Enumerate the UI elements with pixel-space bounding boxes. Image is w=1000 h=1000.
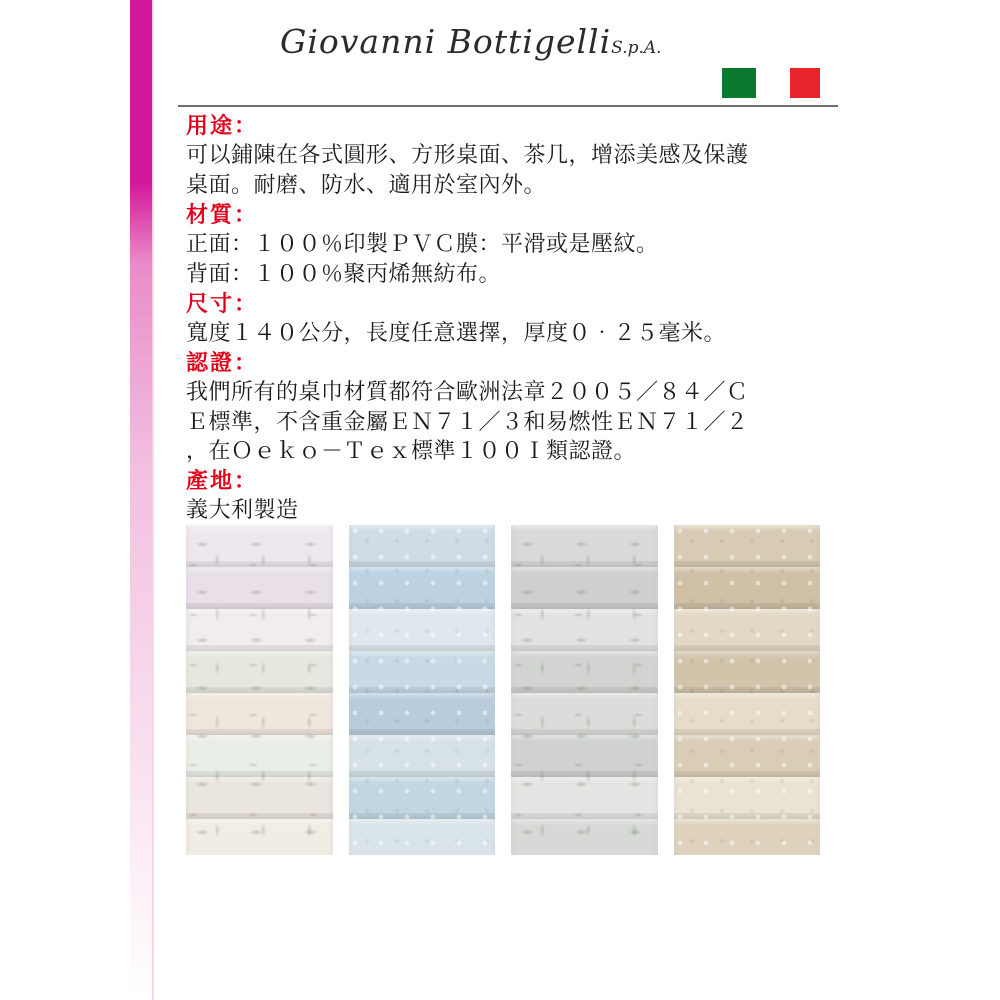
botanical-pattern-overlay <box>511 525 658 855</box>
left-accent-bar-gradient <box>130 182 152 1000</box>
spec-content <box>186 112 836 526</box>
section-line-origin-1: 義大利製造 <box>186 498 299 524</box>
section-heading-material: 材質： <box>186 201 259 228</box>
brand-logo <box>280 22 662 61</box>
section-heading-usage: 用途： <box>186 113 259 139</box>
left-accent-bar-solid <box>130 0 152 182</box>
floral-pattern-overlay <box>186 525 333 855</box>
brand-name: Giovanni Bottigelli <box>280 22 612 61</box>
section-heading-certification: 認證： <box>186 349 259 376</box>
section-heading-size: 尺寸： <box>186 290 259 317</box>
section-line-usage-1: 可以鋪陳在各式圓形、方形桌面、茶几，增添美感及保護 <box>186 143 749 169</box>
section-line-certification-1: 我們所有的桌巾材質都符合歐洲法章２００５／８４／Ｃ <box>186 379 749 405</box>
fabric-column-beige-natural <box>674 525 821 855</box>
section-line-size-1: 寬度１４０公分，長度任意選擇，厚度０‧２５毫米。 <box>186 320 727 346</box>
marine-pattern-overlay <box>349 525 496 855</box>
fabric-column-grey-botanical <box>511 525 658 855</box>
brand-suffix: S.p.A. <box>611 38 662 58</box>
fabric-swatch-gallery <box>186 525 820 855</box>
fabric-column-blue-marine <box>349 525 496 855</box>
fabric-column-floral-pastel <box>186 525 333 855</box>
section-line-certification-3: ，在Ｏｅｋｏ－Ｔｅｘ標準１００Ｉ類認證。 <box>186 439 637 465</box>
section-line-material-1: 正面：１００％印製ＰＶＣ膜：平滑或是壓紋。 <box>186 231 659 257</box>
left-divider-line <box>152 0 154 1000</box>
section-line-usage-2: 桌面。耐磨、防水、適用於室內外。 <box>186 172 547 198</box>
italian-flag-red-band <box>790 68 820 98</box>
section-line-certification-2: Ｅ標準，不含重金屬ＥＮ７１／３和易燃性ＥＮ７１／２ <box>186 409 749 435</box>
section-line-material-2: 背面：１００％聚丙烯無紡布。 <box>186 261 502 287</box>
section-heading-origin: 產地： <box>186 468 259 495</box>
header-divider <box>178 105 838 107</box>
natural-pattern-overlay <box>674 525 821 855</box>
italian-flag-white-band <box>756 68 790 98</box>
